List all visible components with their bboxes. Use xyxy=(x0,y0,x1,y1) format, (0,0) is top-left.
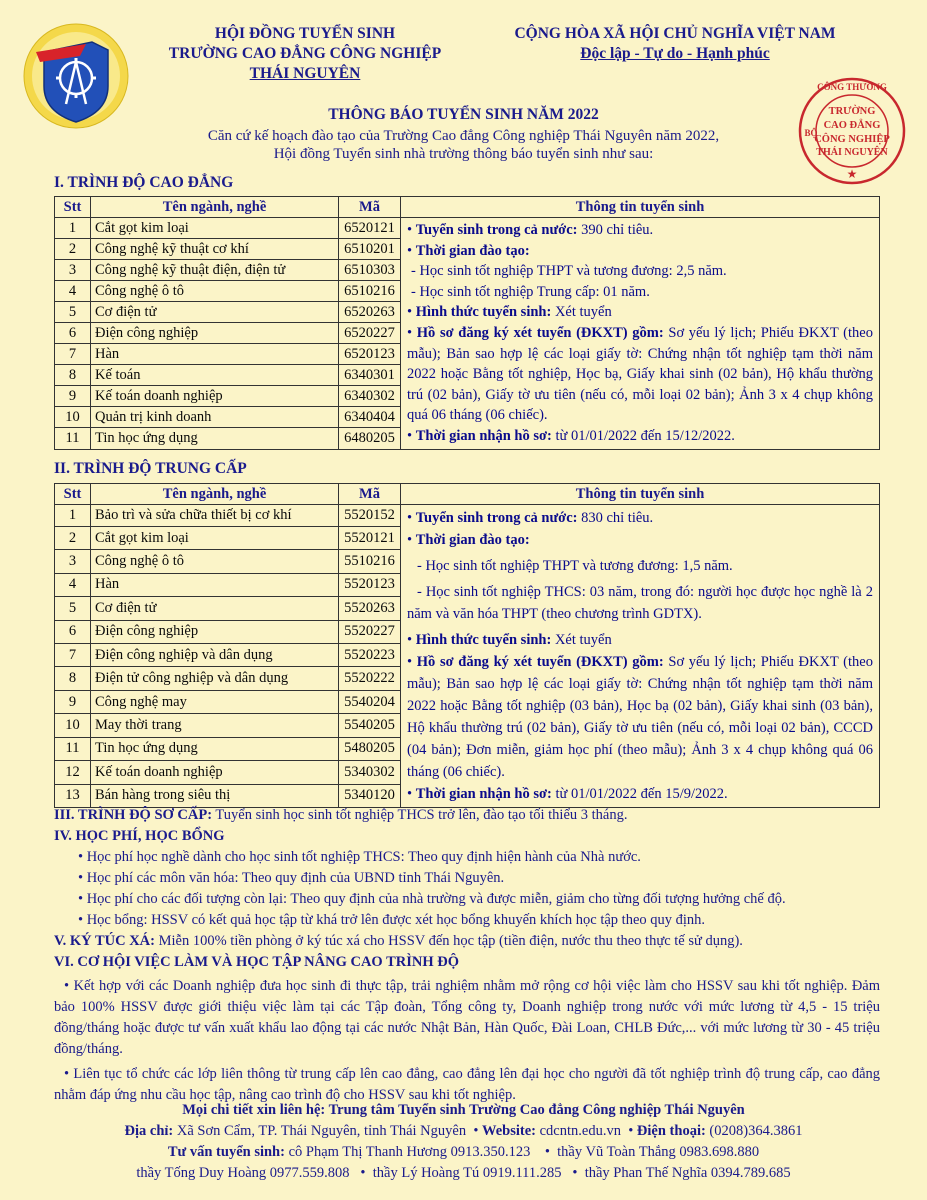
stamp-line-2: CAO ĐẲNG xyxy=(823,120,881,131)
advisor-1: cô Phạm Thị Thanh Hương 0913.350.123 xyxy=(284,1144,531,1160)
time-line-2: - Học sinh tốt nghiệp THCS: 03 năm, trong đó: người học được học nghề là 2 năm và văn hóa THPT (theo chương trình GDTX). xyxy=(407,584,873,622)
col-stt: Stt xyxy=(55,484,91,505)
intro-text xyxy=(0,127,927,163)
row-stt: 6 xyxy=(55,323,91,344)
table-row xyxy=(55,505,880,527)
row-name: Bán hàng trong siêu thị xyxy=(91,784,339,808)
section-5-heading: V. KÝ TÚC XÁ: xyxy=(54,933,155,949)
stamp-bo-text: BỘ xyxy=(804,128,818,138)
row-stt: 4 xyxy=(55,573,91,596)
time-line-2: - Học sinh tốt nghiệp Trung cấp: 01 năm. xyxy=(411,283,650,300)
section-5 xyxy=(54,931,880,952)
row-stt: 7 xyxy=(55,344,91,365)
row-code: 6340302 xyxy=(339,386,401,407)
intermediate-table xyxy=(54,483,880,808)
advisor-line-1 xyxy=(0,1142,927,1163)
section-4-heading: IV. HỌC PHÍ, HỌC BỔNG xyxy=(54,828,225,844)
col-info: Thông tin tuyển sinh xyxy=(401,484,880,505)
contact-headline: Mọi chi tiết xin liên hệ: Trung tâm Tuyển sinh Trường Cao đẳng Công nghiệp Thái Nguyên xyxy=(182,1102,745,1118)
list-item-text: Học phí các môn văn hóa: Theo quy định của UBND tỉnh Thái Nguyên. xyxy=(86,870,505,886)
row-name: Điện công nghiệp xyxy=(91,323,339,344)
col-code: Mã xyxy=(339,484,401,505)
row-name: May thời trang xyxy=(91,714,339,737)
col-stt: Stt xyxy=(55,197,91,218)
section-2-heading: II. TRÌNH ĐỘ TRUNG CẤP xyxy=(54,460,247,477)
row-code: 6520121 xyxy=(339,218,401,239)
row-name: Công nghệ kỹ thuật điện, điện tử xyxy=(91,260,339,281)
row-code: 5340120 xyxy=(339,784,401,808)
row-code: 6480205 xyxy=(339,428,401,449)
row-stt: 8 xyxy=(55,365,91,386)
col-code: Mã xyxy=(339,197,401,218)
row-code: 5510216 xyxy=(339,550,401,573)
docs-label: Hồ sơ đăng ký xét tuyển (ĐKXT) gồm: xyxy=(416,324,664,341)
form-value: Xét tuyển xyxy=(551,304,612,321)
bullet-icon: • xyxy=(572,1165,578,1181)
row-stt: 9 xyxy=(55,690,91,713)
section-6-para-2-text: Liên tục tổ chức các lớp liên thông từ trung cấp lên cao đẳng, cao đẳng lên đại học cho người đã tốt nghiệp trình độ trung cấp, cao đẳng nhằm đáp ứng nhu cầu học tập, nâng cao trình độ cho HSSV sau khi tốt nghiệp. xyxy=(54,1066,880,1103)
advisor-label: Tư vấn tuyển sinh: xyxy=(167,1144,285,1160)
list-item: • Học bổng: HSSV có kết quả học tập từ khá trở lên được xét học bổng khuyến khích học tập theo quy định. xyxy=(78,912,706,928)
sections-3-to-6 xyxy=(54,805,880,1106)
row-stt: 11 xyxy=(55,428,91,449)
stamp-line-4: THÁI NGUYÊN xyxy=(816,147,888,158)
advisor-4: thầy Lý Hoàng Tú 0919.111.285 xyxy=(372,1165,562,1181)
row-code: 5480205 xyxy=(339,737,401,760)
list-item-text: Học phí cho các đối tượng còn lại: Theo quy định của nhà trường và được miễn, giảm cho từng đối tượng hưởng chế độ. xyxy=(86,891,786,907)
row-stt: 4 xyxy=(55,281,91,302)
national-motto: Độc lập - Tự do - Hạnh phúc xyxy=(580,45,770,62)
row-name: Công nghệ kỹ thuật cơ khí xyxy=(91,239,339,260)
quota-value: 830 chỉ tiêu. xyxy=(577,510,654,526)
row-code: 5340302 xyxy=(339,761,401,784)
row-code: 5520222 xyxy=(339,667,401,690)
col-info: Thông tin tuyển sinh xyxy=(401,197,880,218)
address-label: Địa chỉ: xyxy=(124,1123,174,1139)
deadline-value: từ 01/01/2022 đến 15/9/2022. xyxy=(551,786,728,802)
council-line-3: THÁI NGUYÊN xyxy=(249,65,361,82)
row-stt: 10 xyxy=(55,407,91,428)
list-item: • Học phí cho các đối tượng còn lại: Theo quy định của nhà trường và được miễn, giảm cho từng đối tượng hưởng chế độ. xyxy=(78,891,786,907)
row-name: Điện công nghiệp xyxy=(91,620,339,643)
row-name: Công nghệ ô tô xyxy=(91,281,339,302)
row-name: Tin học ứng dụng xyxy=(91,428,339,449)
section-6-para-2: • Liên tục tổ chức các lớp liên thông từ trung cấp lên cao đẳng, cao đẳng lên đại học cho người đã tốt nghiệp trình độ trung cấp, cao đẳng nhằm đáp ứng nhu cầu học tập, nâng cao trình độ cho HSSV sau khi tốt nghiệp. xyxy=(54,1066,880,1103)
advisor-line-2 xyxy=(0,1163,927,1184)
table-header-row xyxy=(55,197,880,218)
table-header-row xyxy=(55,484,880,505)
row-code: 5520227 xyxy=(339,620,401,643)
row-stt: 1 xyxy=(55,218,91,239)
advisor-5: thầy Phan Thế Nghĩa 0394.789.685 xyxy=(584,1165,791,1181)
list-item: • Học phí các môn văn hóa: Theo quy định của UBND tỉnh Thái Nguyên. xyxy=(78,870,505,886)
fee-list xyxy=(54,847,880,931)
national-line-1: CỘNG HÒA XÃ HỘI CHỦ NGHĨA VIỆT NAM xyxy=(514,25,836,42)
intro-line-1: Căn cứ kế hoạch đào tạo của Trường Cao đẳng Công nghiệp Thái Nguyên năm 2022, xyxy=(207,128,720,144)
row-code: 6520227 xyxy=(339,323,401,344)
row-name: Cắt gọt kim loại xyxy=(91,218,339,239)
time-line-1: - Học sinh tốt nghiệp THPT và tương đương: 1,5 năm. xyxy=(417,558,733,574)
row-name: Cắt gọt kim loại xyxy=(91,526,339,549)
docs-label: Hồ sơ đăng ký xét tuyển (ĐKXT) gồm: xyxy=(416,654,664,670)
row-name: Bảo trì và sửa chữa thiết bị cơ khí xyxy=(91,505,339,527)
deadline-value: từ 01/01/2022 đến 15/12/2022. xyxy=(551,427,735,444)
row-name: Tin học ứng dụng xyxy=(91,737,339,760)
bullet-icon: • xyxy=(544,1144,550,1160)
form-value: Xét tuyển xyxy=(551,632,612,648)
college-info-cell: • Tuyển sinh trong cả nước: 390 chỉ tiêu. • Thời gian đào tạo: - Học sinh tốt nghiệp THPT và tương đương: 2,5 năm. - Học sinh tốt nghiệp Trung cấp: 01 năm. • Hình thức tuyển sinh: Xét tuyển • Hồ sơ đăng ký xét tuyển (ĐKXT) gồm: Sơ yếu lý lịch; Phiếu ĐKXT (theo mẫu); Bản sao hợp lệ các loại giấy tờ: Chứng nhận tốt nghiệp tạm thời năm 2022 hoặc Bằng tốt nghiệp, Học bạ, Giấy khai sinh (02 bản), Hộ khẩu thường trú (02 bản), Giấy tờ ưu tiên (nếu có, mỗi loại 02 bản); Ảnh 3 x 4 chụp không quá 06 tháng (06 chiếc). • Thời gian nhận hồ sơ: từ 01/01/2022 đến 15/12/2022. xyxy=(401,218,880,450)
phone-value: (0208)364.3861 xyxy=(705,1123,803,1139)
intro-line-2: Hội đồng Tuyển sinh nhà trường thông báo tuyển sinh như sau: xyxy=(273,146,654,162)
row-stt: 11 xyxy=(55,737,91,760)
row-name: Kế toán xyxy=(91,365,339,386)
deadline-label: Thời gian nhận hồ sơ: xyxy=(415,427,552,444)
section-1-heading: I. TRÌNH ĐỘ CAO ĐẲNG xyxy=(54,174,234,191)
advisor-2: thầy Vũ Toàn Thắng 0983.698.880 xyxy=(557,1144,760,1160)
row-name: Điện công nghiệp và dân dụng xyxy=(91,643,339,666)
quota-value: 390 chỉ tiêu. xyxy=(577,222,654,238)
row-name: Cơ điện tử xyxy=(91,302,339,323)
row-code: 6510303 xyxy=(339,260,401,281)
row-code: 6510201 xyxy=(339,239,401,260)
bullet-icon: • xyxy=(473,1123,479,1139)
row-stt: 6 xyxy=(55,620,91,643)
quota-label: Tuyển sinh trong cả nước: xyxy=(415,510,578,526)
docs-value: Sơ yếu lý lịch; Phiếu ĐKXT (theo mẫu); Bản sao hợp lệ các loại giấy tờ: Chứng nhận tốt nghiệp tạm thời năm 2022 hoặc Bằng tốt nghiệp (03 bản), Học bạ (02 bản), Giấy khai sinh (03 bản), Hộ khẩu thường trú (02 bản), Giấy tờ ưu tiên (nếu có, mỗi loại 02 bản), CCCD (04 bản); Đơn miễn, giảm học phí (theo mẫu); Ảnh 3 x 4 chụp không quá 06 tháng (06 chiếc). xyxy=(407,654,873,780)
stamp-star-icon: ★ xyxy=(846,167,858,181)
phone-label: Điện thoại: xyxy=(636,1123,706,1139)
row-name: Hàn xyxy=(91,573,339,596)
form-label: Hình thức tuyển sinh: xyxy=(415,632,552,648)
intermediate-info-cell: • Tuyển sinh trong cả nước: 830 chỉ tiêu. • Thời gian đào tạo: - Học sinh tốt nghiệp THPT và tương đương: 1,5 năm. - Học sinh tốt nghiệp THCS: 03 năm, trong đó: người học được học nghề là 2 năm và văn hóa THPT (theo chương trình GDTX). • Hình thức tuyển sinh: Xét tuyển • Hồ sơ đăng ký xét tuyển (ĐKXT) gồm: Sơ yếu lý lịch; Phiếu ĐKXT (theo mẫu); Bản sao hợp lệ các loại giấy tờ: Chứng nhận tốt nghiệp tạm thời năm 2022 hoặc Bằng tốt nghiệp (03 bản), Học bạ (02 bản), Giấy khai sinh (03 bản), Hộ khẩu thường trú (02 bản), Giấy tờ ưu tiên (nếu có, mỗi loại 02 bản), CCCD (04 bản); Đơn miễn, giảm học phí (theo mẫu); Ảnh 3 x 4 chụp không quá 06 tháng (06 chiếc). • Thời gian nhận hồ sơ: từ 01/01/2022 đến 15/9/2022. xyxy=(401,505,880,808)
row-name: Công nghệ may xyxy=(91,690,339,713)
row-stt: 5 xyxy=(55,597,91,620)
contact-address-line xyxy=(0,1121,927,1142)
deadline-label: Thời gian nhận hồ sơ: xyxy=(415,786,552,802)
row-code: 5540204 xyxy=(339,690,401,713)
table-row xyxy=(55,218,880,239)
row-code: 5520152 xyxy=(339,505,401,527)
time-line-1: - Học sinh tốt nghiệp THPT và tương đương: 2,5 năm. xyxy=(411,263,727,280)
bullet-icon: • xyxy=(360,1165,366,1181)
section-6-heading: VI. CƠ HỘI VIỆC LÀM VÀ HỌC TẬP NÂNG CAO TRÌNH ĐỘ xyxy=(54,954,459,970)
row-stt: 3 xyxy=(55,260,91,281)
row-stt: 9 xyxy=(55,386,91,407)
row-name: Kế toán doanh nghiệp xyxy=(91,386,339,407)
time-label: Thời gian đào tạo: xyxy=(415,242,530,259)
row-code: 6340301 xyxy=(339,365,401,386)
row-name: Công nghệ ô tô xyxy=(91,550,339,573)
row-code: 6340404 xyxy=(339,407,401,428)
row-code: 6520263 xyxy=(339,302,401,323)
row-code: 5520263 xyxy=(339,597,401,620)
stamp-line-3: CÔNG NGHIỆP xyxy=(814,134,890,145)
bullet-icon: • xyxy=(628,1123,634,1139)
row-name: Cơ điện tử xyxy=(91,597,339,620)
row-code: 5520121 xyxy=(339,526,401,549)
website-value[interactable]: cdcntn.edu.vn xyxy=(536,1123,621,1139)
address-value: Xã Sơn Cẩm, TP. Thái Nguyên, tỉnh Thái Nguyên xyxy=(173,1123,467,1139)
row-name: Kế toán doanh nghiệp xyxy=(91,761,339,784)
council-header xyxy=(130,24,480,84)
row-code: 6520123 xyxy=(339,344,401,365)
stamp-line-1: TRƯỜNG xyxy=(828,106,876,117)
national-header xyxy=(490,24,860,64)
college-table xyxy=(54,196,880,450)
row-stt: 12 xyxy=(55,761,91,784)
row-stt: 1 xyxy=(55,505,91,527)
council-line-2: TRƯỜNG CAO ĐẲNG CÔNG NGHIỆP xyxy=(168,45,442,62)
row-stt: 2 xyxy=(55,239,91,260)
council-line-1: HỘI ĐỒNG TUYỂN SINH xyxy=(214,25,396,42)
list-item-text: Học bổng: HSSV có kết quả học tập từ khá trở lên được xét học bổng khuyến khích học tập theo quy định. xyxy=(86,912,706,928)
row-code: 6510216 xyxy=(339,281,401,302)
row-code: 5520123 xyxy=(339,573,401,596)
section-3-heading: III. TRÌNH ĐỘ SƠ CẤP: xyxy=(54,807,213,823)
row-code: 5520223 xyxy=(339,643,401,666)
section-5-text: Miễn 100% tiền phòng ở ký túc xá cho HSSV đến học tập (tiền điện, nước thu theo thực tế sử dụng). xyxy=(154,933,743,949)
row-code: 5540205 xyxy=(339,714,401,737)
row-name: Điện tử công nghiệp và dân dụng xyxy=(91,667,339,690)
col-name: Tên ngành, nghề xyxy=(91,197,339,218)
col-name: Tên ngành, nghề xyxy=(91,484,339,505)
row-stt: 3 xyxy=(55,550,91,573)
list-item-text: Học phí học nghề dành cho học sinh tốt nghiệp THCS: Theo quy định hiện hành của Nhà nước. xyxy=(86,849,641,865)
row-stt: 10 xyxy=(55,714,91,737)
docs-value: Sơ yếu lý lịch; Phiếu ĐKXT (theo mẫu); Bản sao hợp lệ các loại giấy tờ: Chứng nhận tốt nghiệp tạm thời năm 2022 hoặc Bằng tốt nghiệp, Học bạ, Giấy khai sinh (02 bản), Hộ khẩu thường trú (02 bản), Giấy tờ ưu tiên (nếu có, mỗi loại 02 bản); Ảnh 3 x 4 chụp không quá 06 tháng (06 chiếc). xyxy=(407,324,873,424)
form-label: Hình thức tuyển sinh: xyxy=(415,304,552,321)
time-label: Thời gian đào tạo: xyxy=(415,532,530,548)
advisor-3: thầy Tống Duy Hoàng 0977.559.808 xyxy=(136,1165,350,1181)
website-label: Website: xyxy=(482,1123,536,1139)
row-stt: 7 xyxy=(55,643,91,666)
section-3 xyxy=(54,805,880,826)
row-stt: 13 xyxy=(55,784,91,808)
row-name: Quản trị kinh doanh xyxy=(91,407,339,428)
stamp-ring-text: CÔNG THƯƠNG xyxy=(817,82,887,92)
row-stt: 2 xyxy=(55,526,91,549)
quota-label: Tuyển sinh trong cả nước: xyxy=(415,222,578,238)
section-6-para-1: • Kết hợp với các Doanh nghiệp đưa học sinh đi thực tập, trải nghiệm nhằm mở rộng cơ hội việc làm cho HSSV sau khi tốt nghiệp. Đảm bảo 100% HSSV được giới thiệu việc làm tại các Tập đoàn, Tổng công ty, Doanh nghiệp trong nước với mức lương từ 4,5 - 15 triệu đồng/tháng hoặc được tư vấn xuất khẩu lao động tại các nước Nhật Bản, Hàn Quốc, Đài Loan, CHLB Đức,... với mức lương từ 30 - 45 triệu đồng/tháng. xyxy=(54,978,880,1057)
row-stt: 8 xyxy=(55,667,91,690)
section-6-para-1-text: Kết hợp với các Doanh nghiệp đưa học sinh đi thực tập, trải nghiệm nhằm mở rộng cơ hội việc làm cho HSSV sau khi tốt nghiệp. Đảm bảo 100% HSSV được giới thiệu việc làm tại các Tập đoàn, Tổng công ty, Doanh nghiệp trong nước với mức lương từ 4,5 - 15 triệu đồng/tháng hoặc được tư vấn xuất khẩu lao động tại các nước Nhật Bản, Hàn Quốc, Đài Loan, CHLB Đức,... với mức lương từ 30 - 45 triệu đồng/tháng. xyxy=(54,978,880,1057)
row-stt: 5 xyxy=(55,302,91,323)
section-3-text: Tuyển sinh học sinh tốt nghiệp THCS trở lên, đào tạo tối thiểu 3 tháng. xyxy=(212,807,628,823)
notice-title: THÔNG BÁO TUYỂN SINH NĂM 2022 xyxy=(328,106,599,123)
row-name: Hàn xyxy=(91,344,339,365)
contact-block xyxy=(0,1100,927,1184)
list-item: • Học phí học nghề dành cho học sinh tốt nghiệp THCS: Theo quy định hiện hành của Nhà nước. xyxy=(78,849,641,865)
